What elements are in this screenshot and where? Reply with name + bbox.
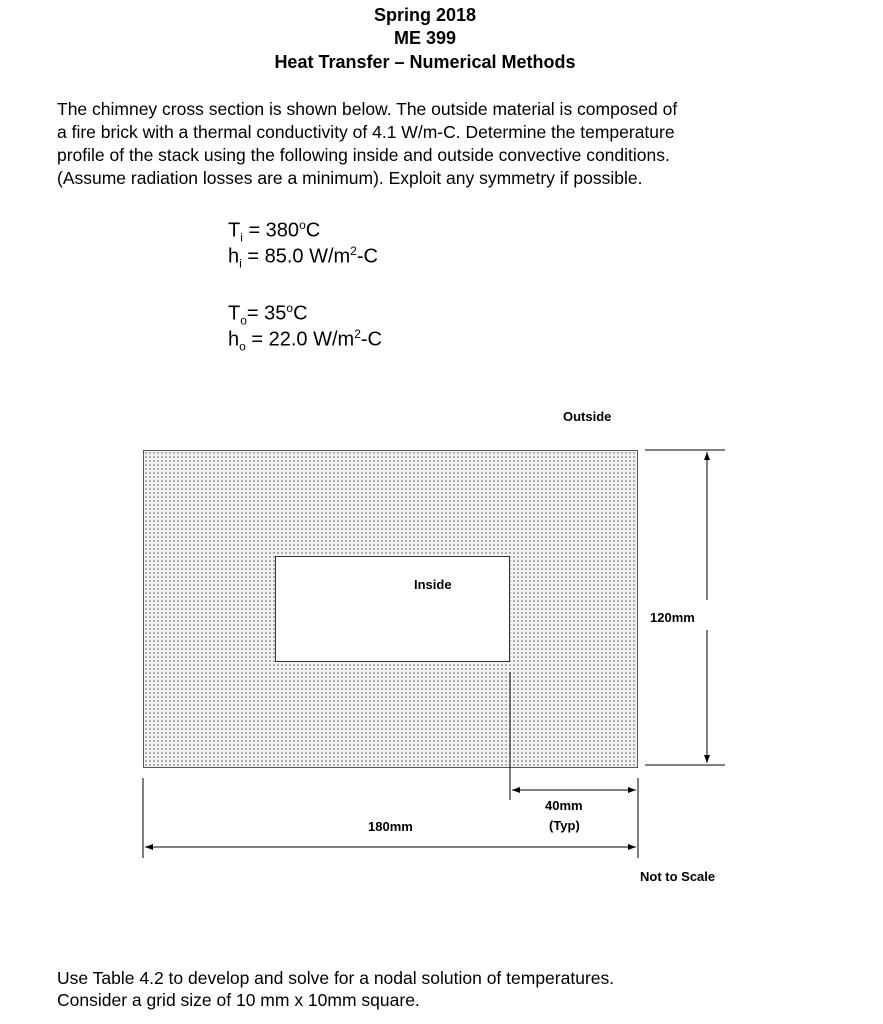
instruction-line: Consider a grid size of 10 mm x 10mm square. bbox=[57, 990, 420, 1010]
course: ME 399 bbox=[393, 28, 457, 48]
outside-temperature: $T_o= 35^oC$ bbox=[228, 301, 308, 328]
problem-line: profile of the stack using the following inside and outside convective conditions. bbox=[57, 145, 670, 165]
scale-note: Not to Scale bbox=[640, 869, 716, 884]
problem-line: The chimney cross section is shown below. The outside material is composed of bbox=[57, 99, 678, 119]
wall-note: (Typ) bbox=[549, 818, 580, 833]
width-dimension: 180mm bbox=[368, 819, 413, 834]
doc-title: Heat Transfer – Numerical Methods bbox=[274, 52, 576, 72]
semester: Spring 2018 bbox=[373, 5, 477, 25]
inside-temperature: $T_i = 380^oC$ bbox=[228, 218, 321, 245]
problem-line: a fire brick with a thermal conductivity of 4.1 W/m-C. Determine the temperature bbox=[57, 122, 675, 142]
wall-dimension: 40mm bbox=[545, 798, 583, 813]
instruction-line: Use Table 4.2 to develop and solve for a nodal solution of temperatures. bbox=[57, 968, 615, 988]
outside-label: Outside bbox=[563, 409, 612, 424]
inside-convection: $h_i = 85.0$ $W/m^2-C$ bbox=[228, 244, 378, 271]
inside-label: Inside bbox=[414, 577, 452, 592]
height-dimension: 120mm bbox=[650, 610, 695, 625]
outside-convection: $h_o = 22.0$ $W/m^2-C$ bbox=[228, 327, 382, 354]
problem-line: (Assume radiation losses are a minimum). Exploit any symmetry if possible. bbox=[57, 168, 643, 188]
instructions bbox=[57, 967, 614, 1011]
